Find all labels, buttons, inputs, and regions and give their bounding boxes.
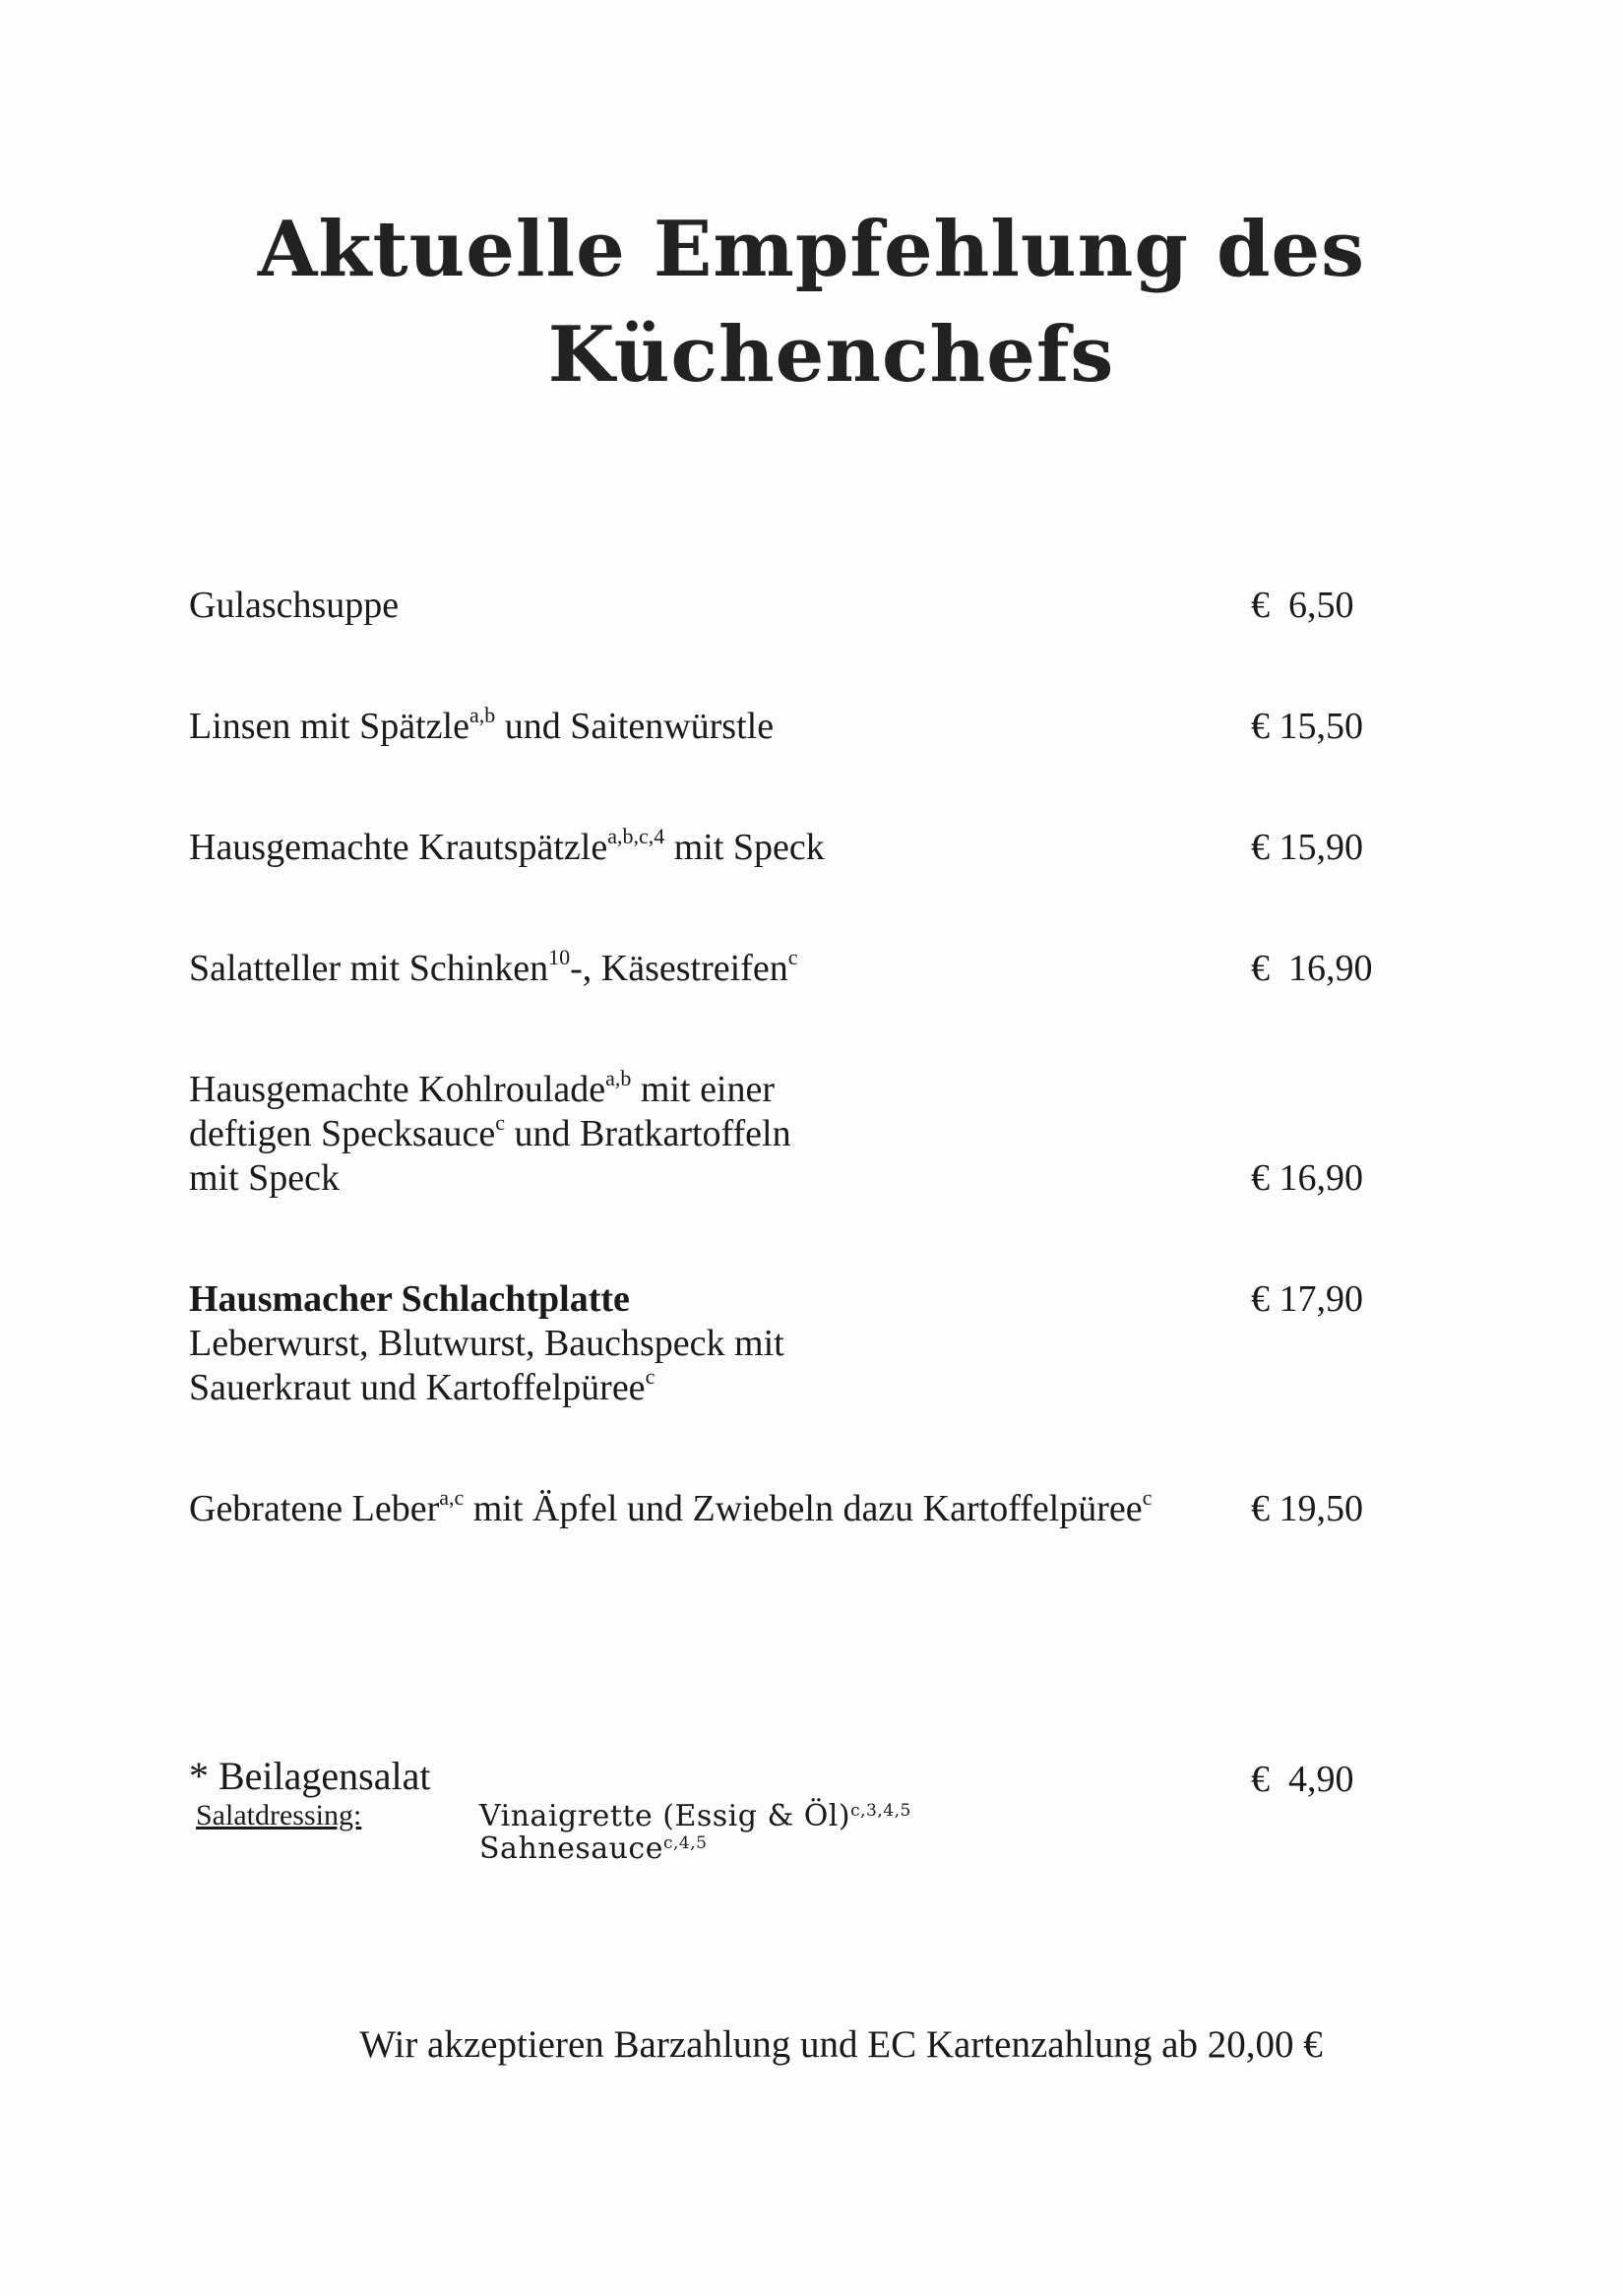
item-desc-line-2: Sauerkraut und Kartoffelpüree$^c$ [189,1364,655,1408]
item-name: Hausgemachte Krautspätzle$^{a,b,c,4}$ mit Speck [189,824,825,868]
allergen-note: c [1142,1485,1153,1510]
item-name: Gebratene Leber$^{a,c}$ mit Äpfel und Zwiebeln dazu Kartoffelpüree$^c$ [189,1485,1153,1529]
dressing-option-vinaigrette: Vinaigrette (Essig & Öl)$^{c,3,4,5}$ [479,1799,911,1833]
menu-title [0,197,1623,407]
menu-item-kohlroulade [189,1068,1429,1201]
item-price: € 16,90 [1251,1157,1363,1199]
allergen-note: c [645,1364,655,1389]
item-name: Salatteller mit Schinken$^{10}$-, Käsestreifen$^c$ [189,945,798,989]
item-name-line-1: Hausgemachte Kohlroulade$^{a,b}$ mit einer [189,1066,776,1110]
menu-title-line-1: Aktuelle Empfehlung des [257,205,1366,294]
menu-item-gulaschsuppe [189,584,1429,628]
menu-item-krautspaetzle [189,826,1429,870]
dressing-label: Salatdressing: [196,1799,362,1831]
item-price: € 16,90 [1251,948,1373,989]
item-price: € 17,90 [1251,1278,1363,1320]
item-price: € 15,50 [1251,706,1363,747]
item-title: Hausmacher Schlachtplatte [189,1278,630,1320]
menu-item-schlachtplatte [189,1277,1429,1410]
allergen-note: a,b [468,703,496,727]
allergen-note: a,b,c,4 [607,824,665,848]
payment-note: Wir akzeptieren Barzahlung und EC Kartenzahlung ab 20,00 € [359,2023,1323,2066]
allergen-note: a,b [605,1066,632,1090]
item-desc-line-1: Leberwurst, Blutwurst, Bauchspeck mit [189,1323,784,1364]
item-name: Gulaschsuppe [189,585,400,626]
side-salad-name: * Beilagensalat [189,1754,431,1798]
item-name-line-2: deftigen Specksauce$^c$ und Bratkartoffeln [189,1110,791,1154]
item-price: € 15,90 [1251,827,1363,868]
menu-title-line-2: Küchenchefs [547,310,1115,400]
allergen-note: c,3,4,5 [850,1801,911,1821]
dressing-option-sahnesauce: Sahnesauce$^{c,4,5}$ [479,1831,708,1866]
menu-item-linsen [189,705,1429,749]
item-price: € 6,50 [1251,585,1354,626]
allergen-note: a,c [439,1485,465,1510]
item-name-line-3: mit Speck [189,1157,341,1199]
menu-item-salatteller [189,947,1429,991]
allergen-note: c,4,5 [663,1833,708,1853]
item-price: € 19,50 [1251,1488,1363,1529]
allergen-note: c [787,945,798,969]
menu-item-leber [189,1487,1429,1531]
allergen-note: 10 [548,945,571,969]
side-salad-price: € 4,90 [1251,1759,1354,1800]
allergen-note: c [495,1110,506,1135]
item-name: Linsen mit Spätzle$^{a,b}$ und Saitenwürstle [189,703,775,747]
